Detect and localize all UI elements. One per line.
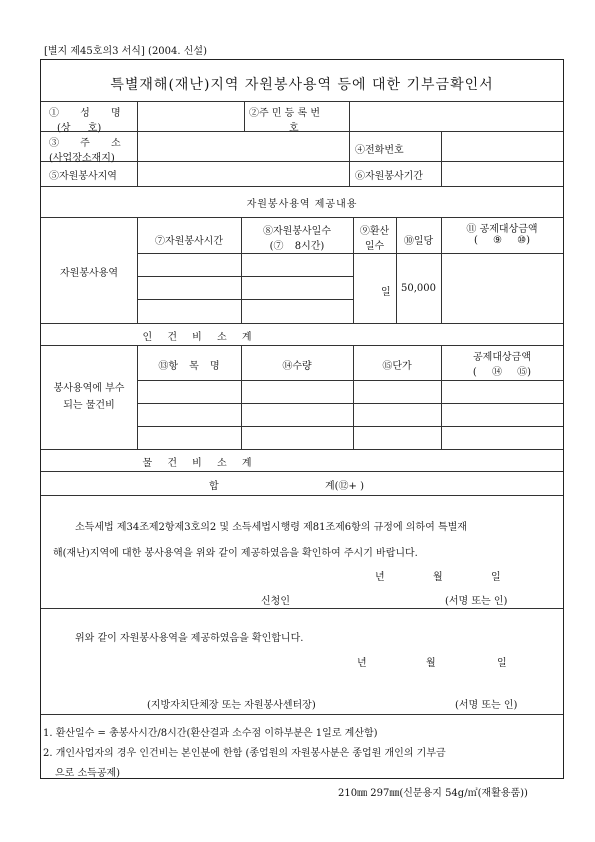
certification-year: 년 bbox=[375, 572, 385, 583]
expense-row-label-line1: 봉사용역에 부수 bbox=[53, 383, 125, 394]
certification-text-line2: 해(재난)지역에 대한 봉사용역을 위와 같이 제공하였음을 확인하여 주시기 바랍니다. bbox=[53, 548, 418, 559]
converted-days-header-line2: 일수 bbox=[364, 241, 385, 252]
applicant-label: 신청인 bbox=[261, 596, 290, 607]
expense-deductible-header-line2: ( ⑭ ⑮) bbox=[472, 367, 532, 378]
address-label-line1: ③ 주 소 bbox=[49, 138, 121, 149]
col-divider bbox=[137, 101, 138, 186]
resident-number-label-line1: ②주 민 등 록 번 bbox=[249, 108, 321, 119]
service-days-header-line2: (⑦ 8시간) bbox=[269, 241, 325, 252]
unit-price-header: ⑮단가 bbox=[382, 361, 412, 372]
form-number-header: [별지 제45호의3 서식] (2004. 신설) bbox=[44, 46, 207, 57]
row-divider bbox=[137, 299, 353, 300]
row-divider bbox=[41, 608, 563, 609]
authority-label: (지방자치단체장 또는 자원봉사센터장) bbox=[147, 700, 316, 711]
total-label: 합 bbox=[209, 481, 219, 492]
row-divider bbox=[137, 426, 563, 427]
name-label-line1: ① 성 명 bbox=[49, 108, 121, 119]
form-frame bbox=[40, 59, 564, 779]
service-days-header-line1: ⑧자원봉사일수 bbox=[263, 226, 331, 237]
deductible-amount-header-line1: ⑪ 공제대상금액 bbox=[466, 224, 538, 235]
converted-days-header-line1: ⑨환산 bbox=[359, 226, 390, 237]
name-label bbox=[49, 104, 133, 134]
resident-number-label-line2: 호 bbox=[289, 123, 299, 134]
row-divider bbox=[137, 380, 563, 381]
authority-sign: (서명 또는 인) bbox=[455, 700, 518, 711]
confirmation-year: 년 bbox=[357, 658, 367, 669]
certification-month: 월 bbox=[433, 572, 443, 583]
address-label bbox=[49, 134, 133, 164]
confirmation-text: 위와 같이 자원봉사용역을 제공하였음을 확인합니다. bbox=[75, 633, 304, 644]
applicant-sign: (서명 또는 인) bbox=[445, 596, 508, 607]
row-divider bbox=[137, 253, 563, 254]
expense-row-label-line2: 되는 물건비 bbox=[63, 400, 115, 411]
col-divider bbox=[244, 101, 245, 131]
row-divider bbox=[137, 276, 353, 277]
address-label-line2: (사업장소재지) bbox=[49, 153, 115, 164]
converted-days-header bbox=[353, 222, 396, 252]
expense-deductible-header-line1: 공제대상금액 bbox=[473, 352, 531, 363]
form-title: 특별재해(재난)지역 자원봉사용역 등에 대한 기부금확인서 bbox=[110, 77, 494, 93]
confirmation-month: 월 bbox=[426, 658, 436, 669]
service-hours-header: ⑦자원봉사시간 bbox=[155, 236, 223, 247]
quantity-header: ⑭수량 bbox=[282, 361, 312, 372]
item-name-header: ⑬항 목 명 bbox=[158, 361, 220, 372]
name-label-line2: (상 호) bbox=[57, 123, 102, 134]
row-divider bbox=[41, 471, 563, 472]
paper-spec: 210㎜ 297㎜(신문용지 54g/㎡(재활용품)) bbox=[338, 788, 528, 799]
col-divider bbox=[441, 131, 442, 186]
service-row-label: 자원봉사용역 bbox=[60, 268, 118, 279]
service-section-title: 자원봉사용역 제공내용 bbox=[246, 199, 358, 210]
service-days-header bbox=[241, 222, 353, 252]
row-divider bbox=[137, 403, 563, 404]
col-divider bbox=[349, 101, 350, 186]
day-unit: 일 bbox=[381, 287, 391, 298]
row-divider bbox=[41, 449, 563, 450]
expense-deductible-header bbox=[441, 348, 563, 378]
row-divider bbox=[41, 495, 563, 496]
confirmation-day: 일 bbox=[497, 658, 507, 669]
note-1: 1. 환산일수 = 총봉사시간/8시간(환산결과 소수점 이하부분은 1일로 계산함) bbox=[43, 728, 378, 739]
volunteer-area-label: ⑤자원봉사지역 bbox=[49, 171, 117, 182]
labor-subtotal-label: 인 건 비 소 계 bbox=[142, 332, 252, 343]
phone-label: ④전화번호 bbox=[355, 145, 404, 156]
expense-row-label bbox=[41, 380, 137, 414]
row-divider bbox=[41, 217, 563, 218]
resident-number-label bbox=[249, 104, 320, 134]
row-divider bbox=[41, 186, 563, 187]
row-divider bbox=[41, 714, 563, 715]
row-divider bbox=[41, 323, 563, 324]
note-2-line2: 으로 소득공제) bbox=[55, 768, 121, 779]
daily-rate-header: ⑩일당 bbox=[403, 236, 434, 247]
certification-text-line1: 소득세법 제34조제2항제3호의2 및 소득세법시행령 제81조제6항의 규정에 의하여 특별재 bbox=[75, 522, 467, 533]
goods-subtotal-label: 물 건 비 소 계 bbox=[142, 458, 252, 469]
volunteer-period-label: ⑥자원봉사기간 bbox=[355, 171, 423, 182]
note-2-line1: 2. 개인사업자의 경우 인건비는 본인분에 한함 (종업원의 자원봉사분은 종업원 개인의 기부금 bbox=[43, 748, 446, 759]
deductible-amount-header-line2: ( ⑨ ⑩) bbox=[473, 235, 531, 246]
deductible-amount-header bbox=[441, 220, 563, 246]
certification-day: 일 bbox=[491, 572, 501, 583]
total-formula: 계(⑫+ ) bbox=[325, 481, 365, 492]
row-divider bbox=[41, 345, 563, 346]
daily-rate-value: 50,000 bbox=[401, 283, 436, 294]
row-divider bbox=[41, 101, 563, 102]
